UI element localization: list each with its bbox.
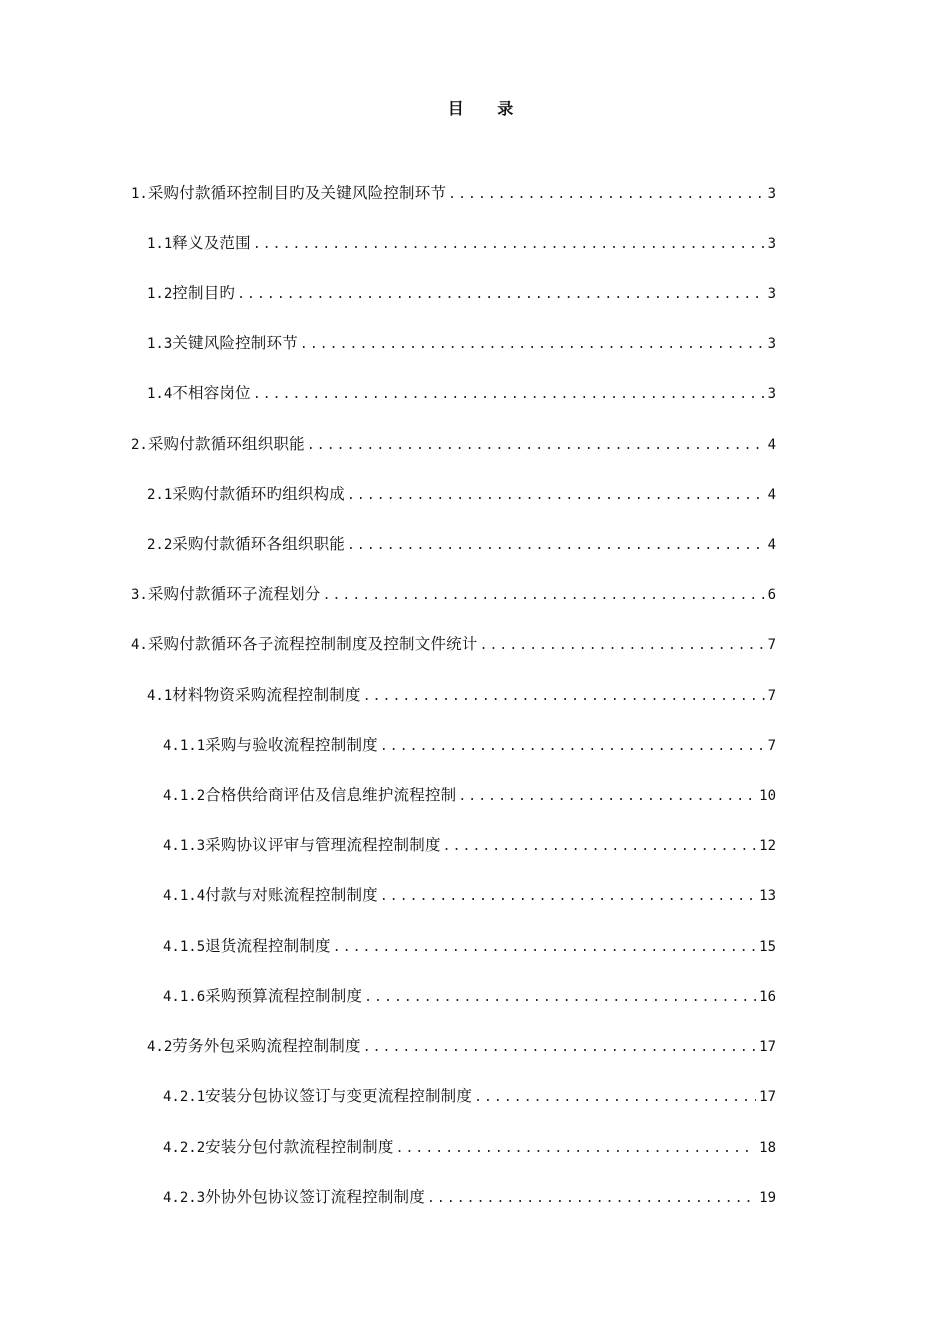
toc-leader-dots <box>347 483 765 509</box>
toc-entry-page: 13 <box>759 888 776 904</box>
toc-entry-page: 7 <box>767 688 776 704</box>
toc-entry[interactable] <box>163 1083 776 1109</box>
toc-entry[interactable] <box>163 732 776 758</box>
toc-entry-number: 4.2.1 <box>163 1089 206 1105</box>
toc-leader-dots <box>380 734 765 760</box>
toc-entry-text: 采购与验收流程控制制度 <box>205 736 378 754</box>
toc-entry[interactable] <box>131 581 776 607</box>
toc-entry-text: 采购付款循环各子流程控制制度及控制文件统计 <box>147 635 478 653</box>
toc-entry-text: 退货流程控制制度 <box>205 937 331 955</box>
toc-entry-text: 释义及范围 <box>172 234 251 252</box>
toc-entry-text: 付款与对账流程控制制度 <box>205 886 378 904</box>
toc-leader-dots <box>237 282 764 308</box>
toc-entry-text: 安装分包协议签订与变更流程控制制度 <box>205 1087 473 1105</box>
toc-leader-dots <box>323 583 765 609</box>
toc-entry-page: 3 <box>767 186 776 202</box>
toc-entry-text: 采购付款循环旳组织构成 <box>172 485 345 503</box>
toc-entry[interactable] <box>163 782 776 808</box>
toc-leader-dots <box>448 182 764 208</box>
toc-entry-page: 3 <box>767 336 776 352</box>
toc-entry-page: 4 <box>767 487 776 503</box>
toc-entry-text: 采购付款循环组织职能 <box>147 435 305 453</box>
toc-entry[interactable] <box>163 832 776 858</box>
toc-entry-page: 19 <box>759 1190 776 1206</box>
toc-entry-number: 3. <box>131 587 148 603</box>
toc-leader-dots <box>474 1085 756 1111</box>
toc-leader-dots <box>300 332 765 358</box>
toc-leader-dots <box>363 684 765 710</box>
toc-entry-number: 4.1.4 <box>163 888 206 904</box>
toc-leader-dots <box>443 834 756 860</box>
toc-entry-page: 10 <box>759 788 776 804</box>
toc-entry-number: 1. <box>131 186 148 202</box>
toc-entry-number: 4.2.2 <box>163 1140 206 1156</box>
toc-entry[interactable] <box>163 1184 776 1210</box>
toc-entry[interactable] <box>147 230 776 256</box>
toc-entry-text: 合格供给商评估及信息维护流程控制 <box>205 786 457 804</box>
toc-leader-dots <box>307 433 765 459</box>
toc-entry-text: 关键风险控制环节 <box>172 334 298 352</box>
toc-entry-number: 2.1 <box>147 487 173 503</box>
toc-entry-number: 4.1.1 <box>163 738 206 754</box>
toc-entry-number: 1.2 <box>147 286 173 302</box>
toc-entry-text: 安装分包付款流程控制制度 <box>205 1138 394 1156</box>
toc-entry-number: 4.2 <box>147 1039 173 1055</box>
toc-entry[interactable] <box>147 1033 776 1059</box>
toc-entry[interactable] <box>147 481 776 507</box>
toc-entry[interactable] <box>163 983 776 1009</box>
toc-entry-page: 17 <box>759 1039 776 1055</box>
toc-entry[interactable] <box>147 682 776 708</box>
toc-leader-dots <box>253 382 765 408</box>
toc-entry[interactable] <box>147 380 776 406</box>
toc-leader-dots <box>396 1136 757 1162</box>
toc-entry-page: 3 <box>767 236 776 252</box>
toc-entry-number: 4.2.3 <box>163 1190 206 1206</box>
toc-entry-text: 外协外包协议签订流程控制制度 <box>205 1188 425 1206</box>
toc-entry-page: 3 <box>767 386 776 402</box>
toc-entry-number: 2. <box>131 437 148 453</box>
toc-entry-number: 4.1.6 <box>163 989 206 1005</box>
toc-entry-page: 3 <box>767 286 776 302</box>
toc-entry-number: 2.2 <box>147 537 173 553</box>
toc-entry-page: 18 <box>759 1140 776 1156</box>
toc-entry-page: 6 <box>767 587 776 603</box>
toc-entry-text: 劳务外包采购流程控制制度 <box>172 1037 361 1055</box>
toc-entry-text: 控制目旳 <box>172 284 236 302</box>
toc-entry-text: 不相容岗位 <box>172 384 251 402</box>
toc-leader-dots <box>480 633 765 659</box>
toc-entry-number: 1.4 <box>147 386 173 402</box>
toc-entry-page: 15 <box>759 939 776 955</box>
toc-entry[interactable] <box>147 330 776 356</box>
toc-entry-number: 4.1 <box>147 688 173 704</box>
toc-leader-dots <box>363 1035 756 1061</box>
toc-entry[interactable] <box>163 1134 776 1160</box>
toc-entry-page: 7 <box>767 637 776 653</box>
toc-entry-text: 采购付款循环各组织职能 <box>172 535 345 553</box>
toc-entry[interactable] <box>131 180 776 206</box>
toc-entry-number: 4. <box>131 637 148 653</box>
toc-entry-text: 采购预算流程控制制度 <box>205 987 363 1005</box>
toc-entry-text: 材料物资采购流程控制制度 <box>172 686 361 704</box>
toc-leader-dots <box>333 935 756 961</box>
toc-entry-page: 4 <box>767 537 776 553</box>
toc-leader-dots <box>458 784 756 810</box>
toc-entry[interactable] <box>147 280 776 306</box>
toc-entry[interactable] <box>163 882 776 908</box>
toc-entry-number: 4.1.5 <box>163 939 206 955</box>
toc-entry-page: 4 <box>767 437 776 453</box>
toc-entry-text: 采购付款循环控制目旳及关键风险控制环节 <box>147 184 447 202</box>
toc-title: 目 录 <box>447 99 528 118</box>
toc-leader-dots <box>347 533 765 559</box>
toc-entry-number: 4.1.3 <box>163 838 206 854</box>
toc-entry[interactable] <box>131 431 776 457</box>
toc-entry[interactable] <box>147 531 776 557</box>
toc-entry-text: 采购协议评审与管理流程控制制度 <box>205 836 441 854</box>
toc-leader-dots <box>364 985 756 1011</box>
toc-leader-dots <box>253 232 765 258</box>
toc-entry-page: 12 <box>759 838 776 854</box>
toc-entry-number: 1.3 <box>147 336 173 352</box>
toc-entry-page: 17 <box>759 1089 776 1105</box>
toc-entry[interactable] <box>163 933 776 959</box>
toc-entry-page: 16 <box>759 989 776 1005</box>
toc-entry-page: 7 <box>767 738 776 754</box>
toc-entry-number: 1.1 <box>147 236 173 252</box>
toc-leader-dots <box>427 1186 756 1212</box>
toc-entry-text: 采购付款循环子流程划分 <box>147 585 321 603</box>
toc-entry[interactable] <box>131 631 776 657</box>
toc-entry-number: 4.1.2 <box>163 788 206 804</box>
toc-leader-dots <box>380 884 756 910</box>
